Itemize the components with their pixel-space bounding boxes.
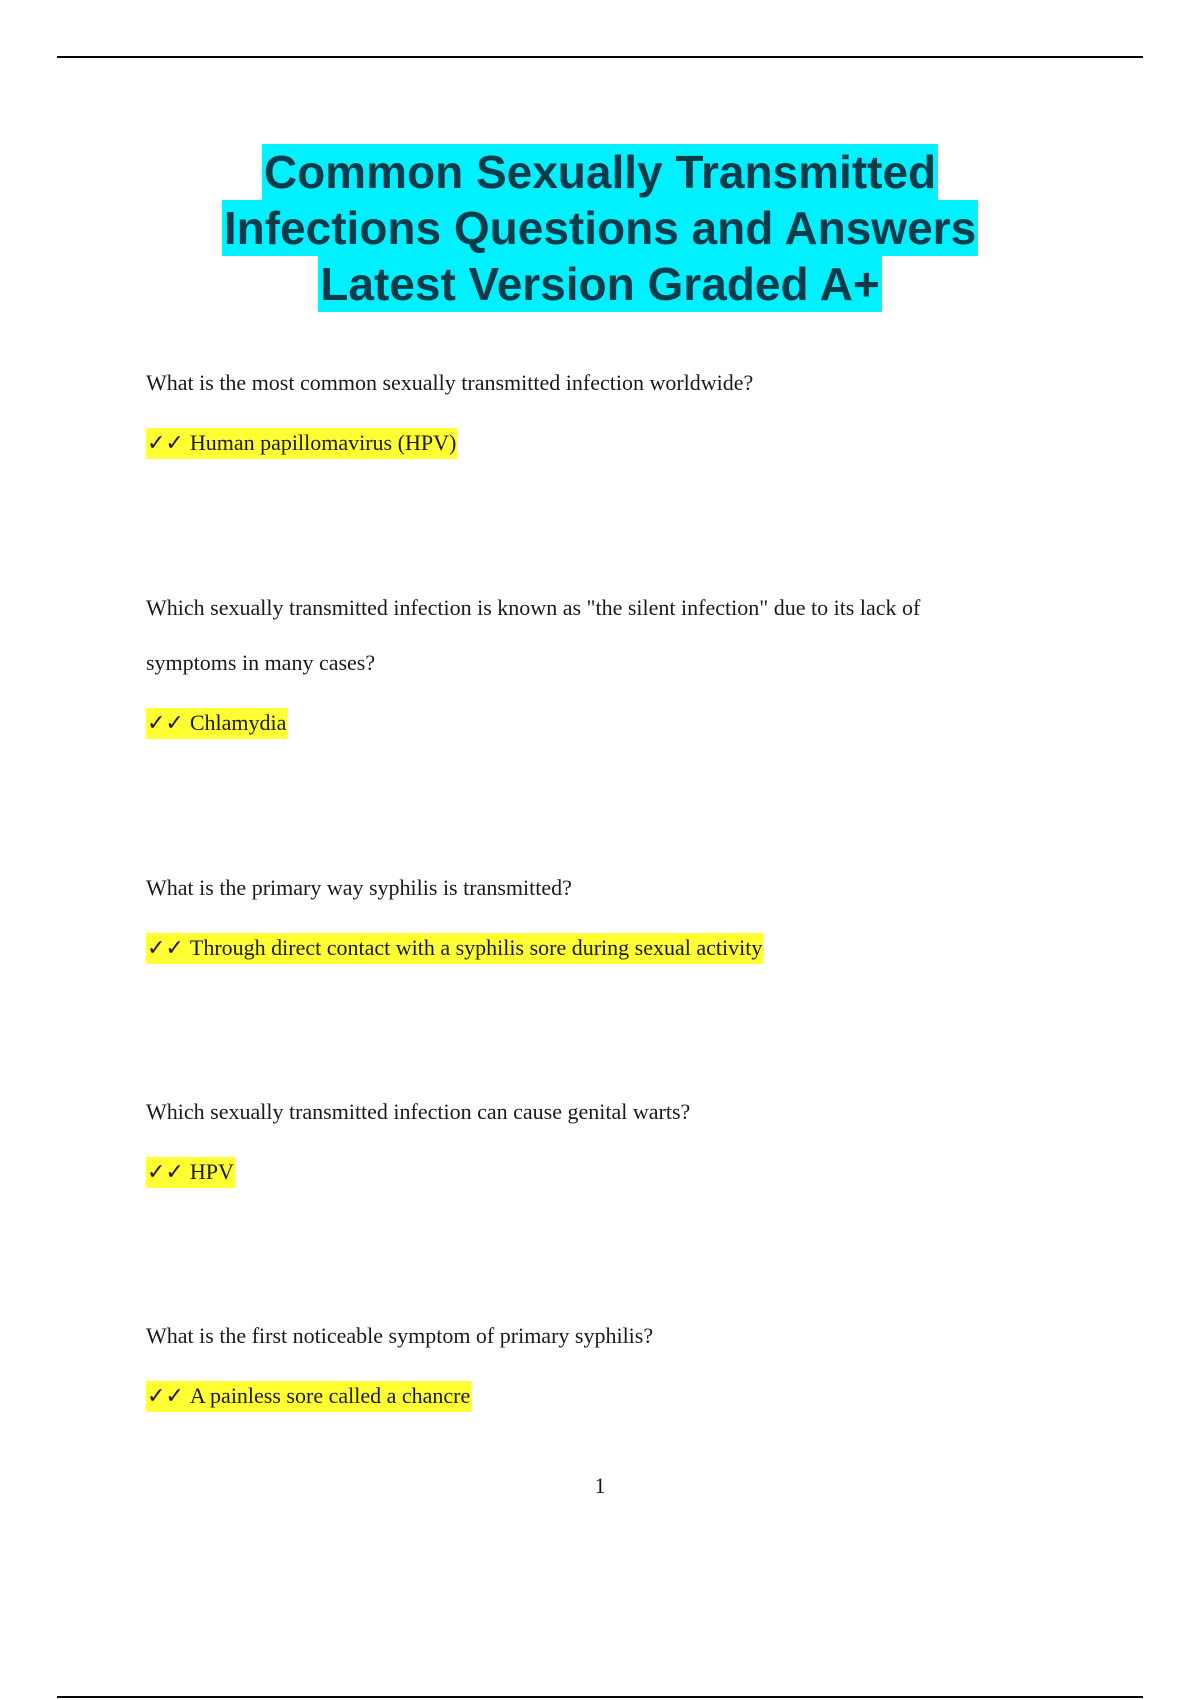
answer-text (146, 1381, 471, 1412)
answer-label: A painless sore called a chancre (189, 1383, 471, 1408)
bottom-rule (57, 1696, 1143, 1698)
answer-label: Through direct contact with a syphilis sore during sexual activity (189, 935, 763, 960)
title-line-2: Infections Questions and Answers (223, 202, 977, 254)
qa-item-2 (146, 580, 1066, 739)
question-text: What is the most common sexually transmitted infection worldwide? (146, 370, 754, 395)
qa-item-3 (146, 860, 1066, 964)
answer-text (146, 708, 287, 739)
double-check-icon: ✓✓ (147, 711, 184, 736)
question-text-line-1: Which sexually transmitted infection is known as "the silent infection" due to its lack of (146, 595, 921, 620)
title-line-1: Common Sexually Transmitted (263, 146, 937, 198)
double-check-icon: ✓✓ (147, 1160, 184, 1185)
answer-label: Human papillomavirus (HPV) (189, 430, 457, 455)
document-title (0, 144, 1200, 312)
answer-label: Chlamydia (189, 710, 287, 735)
answer-label: HPV (189, 1159, 234, 1184)
question-text: What is the first noticeable symptom of primary syphilis? (146, 1323, 654, 1348)
answer-text (146, 933, 763, 964)
double-check-icon: ✓✓ (147, 431, 184, 456)
qa-item-5 (146, 1308, 1066, 1412)
answer-text (146, 428, 457, 459)
title-line-3: Latest Version Graded A+ (320, 258, 880, 310)
qa-item-1 (146, 355, 1066, 459)
top-rule (57, 56, 1143, 58)
qa-item-4 (146, 1084, 1066, 1188)
double-check-icon: ✓✓ (147, 1384, 184, 1409)
question-text-line-2: symptoms in many cases? (146, 650, 376, 675)
page-number: 1 (594, 1473, 606, 1498)
question-text: Which sexually transmitted infection can cause genital warts? (146, 1099, 691, 1124)
answer-text (146, 1157, 235, 1188)
double-check-icon: ✓✓ (147, 936, 184, 961)
question-text: What is the primary way syphilis is transmitted? (146, 875, 572, 900)
